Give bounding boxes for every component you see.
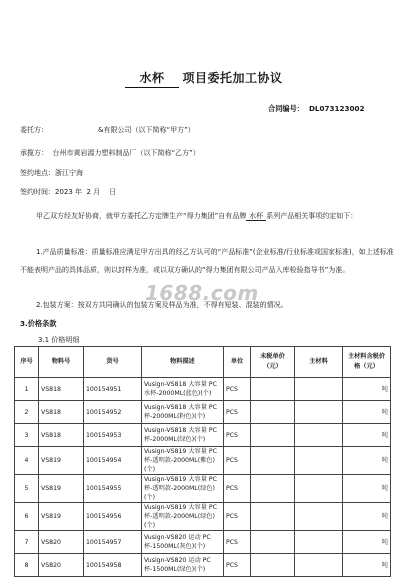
contractor-label: 承揽方：: [20, 149, 48, 157]
date-label: 签约时间：: [20, 188, 55, 196]
table-row: [15, 503, 391, 531]
cell-material: VS818: [39, 401, 84, 424]
table-header-row: [15, 347, 391, 378]
cell-no: 8: [15, 554, 39, 577]
cell-item: 100154955: [84, 475, 142, 503]
client-line: [20, 125, 195, 135]
clause-2: 2.包装方案：按双方共同确认的包装方案及样品为准，不得有短装、混装的情况。: [36, 301, 288, 309]
place-line: [20, 168, 83, 178]
cell-unit: PCS: [224, 554, 251, 577]
header-material: 物料号: [39, 347, 84, 378]
cell-unit-price: [251, 531, 295, 554]
section-3-1-heading: 3.1 价格明细: [38, 336, 80, 344]
cell-description: Vusign-VS819 大容量 PC 杯-透明款-2000ML(绿色)(个): [142, 475, 224, 503]
header-item: 货号: [84, 347, 142, 378]
cell-item: 100154952: [84, 401, 142, 424]
cell-description: Vusign-VS818 大容量 PC 杯-2000ML(粉色)(个): [142, 401, 224, 424]
cell-item: 100154954: [84, 447, 142, 475]
place-value: 浙江宁海: [55, 169, 83, 177]
table-row: [15, 447, 391, 475]
contractor-line: [20, 148, 200, 158]
cell-main-material: [295, 554, 343, 577]
cell-main-material: [295, 424, 343, 447]
cell-unit: PCS: [224, 503, 251, 531]
clause-1: 1.产品质量标准：质量标准应满足甲方出具的经乙方认可的“产品标准”(企业标准/行业标准或国家标准)，如上述标准不能表明产品的具体品质，则以封样为准，或以双方确认的“得力集团有限公司产品入库检验指导书”为准。: [20, 248, 394, 274]
cell-item: 100154956: [84, 503, 142, 531]
cell-material: VS819: [39, 503, 84, 531]
client-label: 委托方：: [20, 126, 48, 134]
cell-unit: PCS: [224, 531, 251, 554]
intro-product: 水杯: [246, 212, 266, 221]
cell-main-material-price: 吨: [343, 447, 391, 475]
cell-material: VS818: [39, 424, 84, 447]
cell-description: Vusign-VS818 大容量 PC 杯-2000ML(绿色)(个): [142, 424, 224, 447]
intro-paragraph: 甲乙双方经友好协商，就甲方委托乙方定牌生产“得力集团”自有品牌 水杯 系列产品相关事项约定如下：: [36, 212, 358, 220]
place-label: 签约地点：: [20, 169, 55, 177]
cell-no: 2: [15, 401, 39, 424]
header-no: 序号: [15, 347, 39, 378]
cell-item: 100154958: [84, 554, 142, 577]
header-main-material-price: 主材料含税价格（元）: [343, 347, 391, 378]
cell-unit: PCS: [224, 424, 251, 447]
date-value: 2023 年 2 月 日: [55, 188, 117, 196]
table-row: [15, 531, 391, 554]
cell-description: Vusign-VS819 大容量 PC 杯-透明款-2000ML(绿色)(个): [142, 503, 224, 531]
title-rest: 项目委托加工协议: [182, 71, 283, 85]
table-row: [15, 378, 391, 401]
cell-no: 4: [15, 447, 39, 475]
cell-main-material: [295, 503, 343, 531]
date-line: [20, 187, 116, 197]
cell-unit-price: [251, 475, 295, 503]
watermark: 1688.com: [145, 281, 259, 305]
cell-unit-price: [251, 378, 295, 401]
price-table: [14, 346, 391, 577]
section-3-heading: 3.价格条款: [20, 319, 57, 328]
cell-main-material: [295, 447, 343, 475]
cell-unit-price: [251, 554, 295, 577]
header-description: 物料描述: [142, 347, 224, 378]
cell-material: VS820: [39, 554, 84, 577]
header-unit-price: 未税单价（元）: [251, 347, 295, 378]
cell-unit: PCS: [224, 447, 251, 475]
cell-main-material-price: 吨: [343, 378, 391, 401]
contract-number-value: DL073123002: [308, 104, 365, 113]
table-row: [15, 401, 391, 424]
cell-item: 100154953: [84, 424, 142, 447]
cell-unit-price: [251, 401, 295, 424]
cell-main-material: [295, 475, 343, 503]
cell-main-material: [295, 531, 343, 554]
cell-main-material: [295, 401, 343, 424]
cell-no: 7: [15, 531, 39, 554]
cell-unit: PCS: [224, 401, 251, 424]
contract-number: 合同编号： DL073123002: [268, 104, 365, 113]
table-row: [15, 475, 391, 503]
header-unit: 单位: [224, 347, 251, 378]
cell-main-material: [295, 378, 343, 401]
cell-unit-price: [251, 424, 295, 447]
cell-no: 3: [15, 424, 39, 447]
cell-unit: PCS: [224, 475, 251, 503]
cell-main-material-price: 吨: [343, 531, 391, 554]
cell-main-material-price: 吨: [343, 503, 391, 531]
contractor-value: 台州市黄岩源力塑料制品厂（以下简称“乙方”）: [52, 149, 200, 157]
cell-description: Vusign-VS818 大容量 PC 水杯-2000ML(蓝色)(个): [142, 378, 224, 401]
cell-main-material-price: 吨: [343, 475, 391, 503]
cell-item: 100154951: [84, 378, 142, 401]
cell-no: 6: [15, 503, 39, 531]
cell-no: 1: [15, 378, 39, 401]
cell-description: Vusign-VS820 运动 PC 杯-1500ML(绿色)(个): [142, 554, 224, 577]
cell-no: 5: [15, 475, 39, 503]
cell-item: 100154957: [84, 531, 142, 554]
cell-unit: PCS: [224, 378, 251, 401]
cell-material: VS820: [39, 531, 84, 554]
table-row: [15, 554, 391, 577]
cell-main-material-price: 吨: [343, 401, 391, 424]
cell-main-material-price: 吨: [343, 424, 391, 447]
header-main-material: 主材料: [295, 347, 343, 378]
cell-material: VS819: [39, 475, 84, 503]
title-product: 水杯: [125, 69, 178, 88]
table-row: [15, 424, 391, 447]
cell-material: VS819: [39, 447, 84, 475]
cell-description: Vusign-VS819 大容量 PC 杯-透明款-2000ML(紫色)(个): [142, 447, 224, 475]
cell-main-material-price: 吨: [343, 554, 391, 577]
document-title: [0, 69, 408, 88]
cell-unit-price: [251, 447, 295, 475]
client-value: &有限公司（以下简称“甲方”）: [98, 126, 195, 134]
cell-unit-price: [251, 503, 295, 531]
cell-material: VS818: [39, 378, 84, 401]
cell-description: Vusign-VS820 运动 PC 杯-1500ML(灰色)(个): [142, 531, 224, 554]
